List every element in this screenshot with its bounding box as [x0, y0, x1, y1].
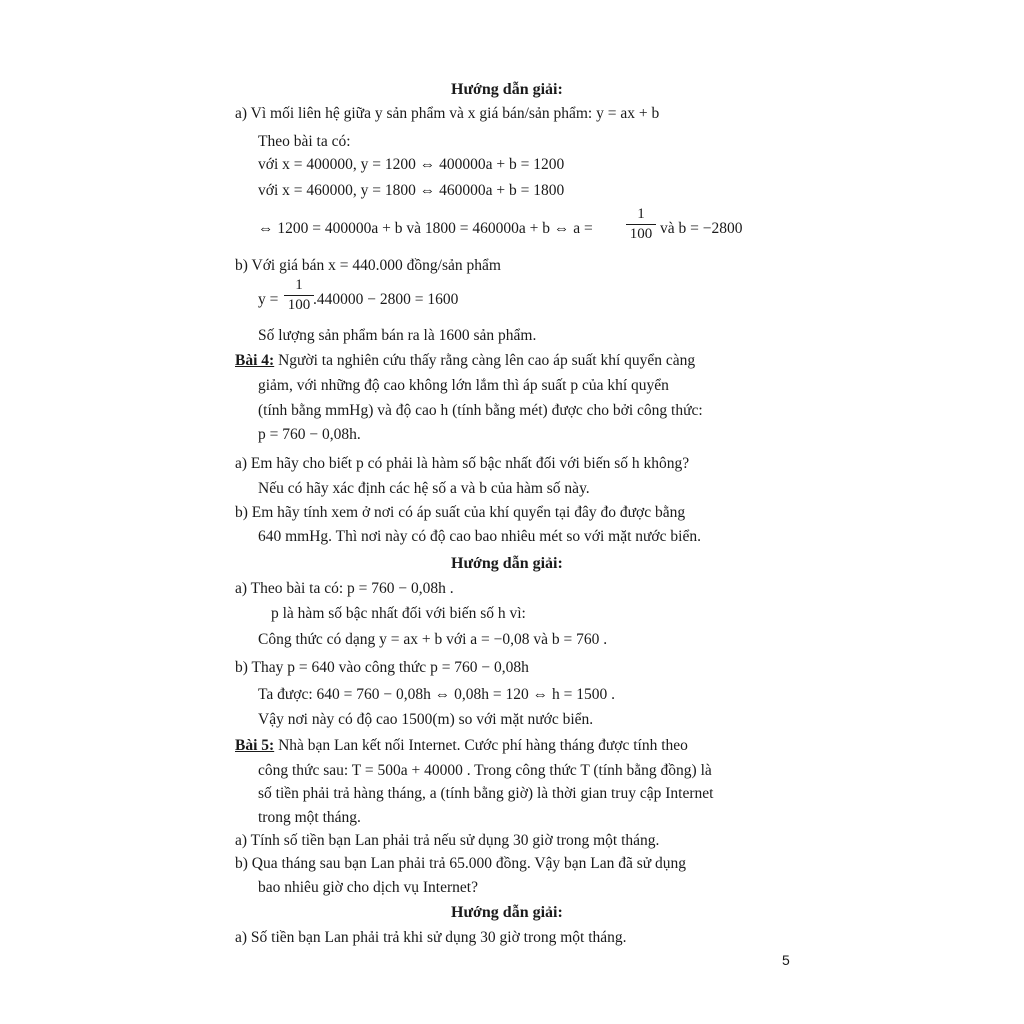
fraction-denominator: 100 — [287, 297, 311, 313]
solution-3a-line3-left: ⇔ 1200 = 400000a + b và 1800 = 460000a + b ⇔ a = — [258, 220, 593, 237]
solution-3b-result: Số lượng sản phẩm bán ra là 1600 sản phẩm. — [258, 327, 537, 344]
solution-4b-line1: b) Thay p = 640 vào công thức p = 760 − 0,08h — [235, 659, 529, 676]
exercise-4-question-a2: Nếu có hãy xác định các hệ số a và b của hàm số này. — [258, 480, 590, 497]
solution-3a-line1: với x = 400000, y = 1200 ⇔ 400000a + b = 1200 — [258, 156, 565, 173]
exercise-5-label: Bài 5: — [235, 737, 275, 754]
solution-4a-line2: p là hàm số bậc nhất đối với biến số h vì: — [271, 605, 526, 622]
exercise-4-question-b1: b) Em hãy tính xem ở nơi có áp suất của khí quyển tại đây đo được bằng — [235, 504, 686, 521]
solution-4b-line2: Ta được: 640 = 760 − 0,08h ⇔ 0,08h = 120 ⇔ h = 1500 . — [258, 686, 616, 703]
solution-4a-line1: a) Theo bài ta có: p = 760 − 0,08h . — [235, 580, 454, 597]
exercise-5-line4: trong một tháng. — [258, 809, 361, 826]
solution-3a-line3-right: và b = −2800 — [660, 220, 743, 237]
solution-3b-eq-right: .440000 − 2800 = 1600 — [313, 291, 459, 308]
fraction-1-over-100 — [626, 206, 656, 243]
exercise-5-line3: số tiền phải trả hàng tháng, a (tính bằng giờ) là thời gian truy cập Internet — [258, 785, 714, 802]
exercise-4-formula: p = 760 − 0,08h. — [258, 426, 361, 443]
exercise-4-label: Bài 4: — [235, 352, 275, 369]
exercise-4-line2: giảm, với những độ cao không lớn lắm thì áp suất p của khí quyển — [258, 377, 669, 394]
exercise-5-text: Nhà bạn Lan kết nối Internet. Cước phí hàng tháng được tính theo — [274, 737, 688, 754]
exercise-4-question-b2: 640 mmHg. Thì nơi này có độ cao bao nhiêu mét so với mặt nước biển. — [258, 528, 701, 545]
exercise-5-line1 — [235, 736, 688, 756]
exercise-4-line1 — [235, 351, 695, 371]
exercise-5-question-b2: bao nhiêu giờ cho dịch vụ Internet? — [258, 879, 478, 896]
exercise-5-question-b1: b) Qua tháng sau bạn Lan phải trả 65.000 đồng. Vậy bạn Lan đã sử dụng — [235, 855, 687, 872]
solution-heading: Hướng dẫn giải: — [451, 555, 563, 572]
solution-4a-line3: Công thức có dạng y = ax + b với a = −0,08 và b = 760 . — [258, 631, 608, 648]
exercise-4-question-a1: a) Em hãy cho biết p có phải là hàm số bậc nhất đối với biến số h không? — [235, 455, 690, 472]
solution-3b-intro: b) Với giá bán x = 440.000 đồng/sản phẩm — [235, 257, 501, 274]
exercise-4-text: Người ta nghiên cứu thấy rằng càng lên cao áp suất khí quyển càng — [274, 352, 696, 369]
solution-3a-line2: với x = 460000, y = 1800 ⇔ 460000a + b = 1800 — [258, 182, 565, 199]
exercise-5-line2: công thức sau: T = 500a + 40000 . Trong công thức T (tính bằng đồng) là — [258, 762, 712, 779]
solution-heading: Hướng dẫn giải: — [451, 904, 563, 921]
solution-3a-theo: Theo bài ta có: — [258, 133, 351, 150]
solution-5a-line1: a) Số tiền bạn Lan phải trả khi sử dụng 30 giờ trong một tháng. — [235, 929, 627, 946]
fraction-1-over-100 — [284, 277, 314, 314]
exercise-4-line3: (tính bằng mmHg) và độ cao h (tính bằng mét) được cho bởi công thức: — [258, 402, 703, 419]
fraction-numerator: 1 — [295, 277, 303, 293]
fraction-denominator: 100 — [629, 226, 653, 242]
solution-4b-line3: Vậy nơi này có độ cao 1500(m) so với mặt nước biển. — [258, 711, 594, 728]
fraction-numerator: 1 — [637, 206, 645, 222]
solution-3b-eq-left: y = — [258, 291, 279, 308]
exercise-5-question-a: a) Tính số tiền bạn Lan phải trả nếu sử dụng 30 giờ trong một tháng. — [235, 832, 660, 849]
page-number: 5 — [782, 952, 790, 968]
solution-heading: Hướng dẫn giải: — [451, 81, 563, 98]
solution-3a-intro: a) Vì mối liên hệ giữa y sản phẩm và x giá bán/sản phẩm: y = ax + b — [235, 105, 660, 122]
